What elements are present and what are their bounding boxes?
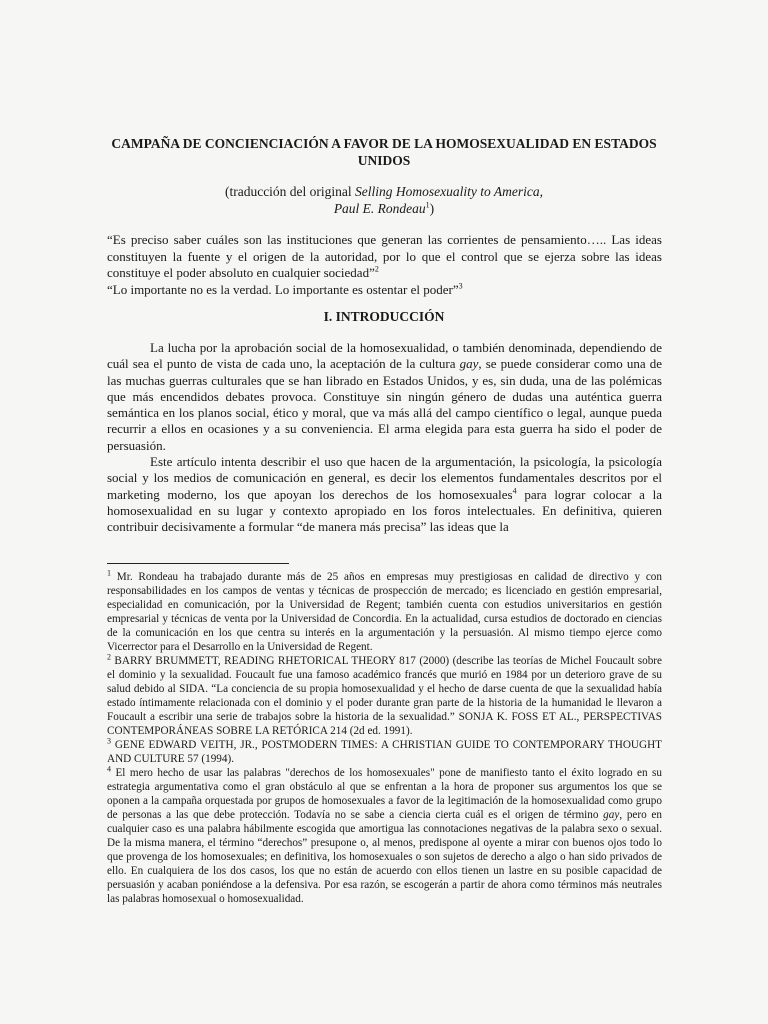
original-title: Selling Homosexuality to America, — [355, 184, 544, 199]
author-name: Paul E. Rondeau — [333, 201, 426, 216]
epigraph-quote — [107, 282, 662, 299]
footnote-text: , pero en cualquier caso es una palabra hábilmente escogida que amortigua las connotaciones negativas de la palabra sexo o sexual. De la misma manera, el término “derechos” presupone o, al menos, predispone al oyente a mirar con buenos ojos todo lo que provenga de los homosexuales; en definitiva, los homosexuales o son sujetos de derecho a algo o han sido privados de ello. En cualquiera de los dos casos, los que no están de acuerdo con ellos tienen un lastre en su posible capacidad de persuasión y acaban poniéndose a la defensiva. Por esa razón, se escogerán a partir de ahora como términos más neutrales las palabras homosexual o homosexualidad. — [107, 809, 662, 905]
document-title: CAMPAÑA DE CONCIENCIACIÓN A FAVOR DE LA HOMOSEXUALIDAD EN ESTADOS UNIDOS — [111, 136, 657, 168]
footnote-text: BARRY BRUMMETT, READING RHETORICAL THEORY 817 (2000) (describe las teorías de Michel Foucault sobre el dominio y la sexualidad. Foucault fue una famoso académico francés que murió en 1984 por un deterioro grave de su salud debido al SIDA. “La conciencia de su propia homosexualidad y el hecho de darse cuenta de que la sexualidad había estado íntimamente relacionada con el dominio y el poder durante gran parte de la historia de la humanidad le llevaron a Foucault a escribir una serie de trabajos sobre la historia de la sexualidad.” SONJA K. FOSS ET AL., PERSPECTIVAS CONTEMPORÁNEAS SOBRE LA RETÓRICA 214 (2d ed. 1991). — [107, 655, 662, 737]
document-subtitle — [110, 183, 658, 217]
paragraph-text: Este artículo intenta describir el uso que hacen de la argumentación, la psicología, la psicología social y los medios de comunicación en general, es decir los elementos fundamentales descritos por el marketing moderno, los que apoyan los derechos de los homosexuales — [107, 454, 662, 502]
italic-term: gay — [603, 809, 620, 821]
footnote — [107, 654, 662, 738]
quote-text: “Lo importante no es la verdad. Lo importante es ostentar el poder” — [107, 281, 459, 297]
paragraph-text: La lucha por la aprobación social de la homosexualidad, o también denominada, dependiendo de cuál sea el punto de vista de cada uno, la aceptación de la cultura — [107, 340, 662, 372]
footnote-text: El mero hecho de usar las palabras "derechos de los homosexuales" pone de manifiesto tanto el éxito logrado en su estrategia argumentativa como el gran obstáculo al que se enfrentan a la hora de proponer sus argumentos los que se oponen a la campaña orquestada por grupos de homosexuales a favor de la legitimación de la homosexualidad como grupo de personas a las que debe protección. Todavía no se sabe a ciencia cierta cuál es el origen de término — [107, 767, 662, 821]
footnotes — [107, 570, 662, 906]
subtitle-suffix: ) — [429, 201, 435, 216]
footnote-ref[interactable]: 2 — [374, 264, 379, 274]
footnote-separator — [107, 563, 289, 564]
paragraph — [107, 340, 662, 454]
footnote-ref[interactable]: 1 — [425, 200, 430, 210]
epigraph-quotes — [107, 232, 662, 298]
body-text — [107, 340, 662, 536]
footnote-text: Mr. Rondeau ha trabajado durante más de 25 años en empresas muy prestigiosas en calidad de directivo y con responsabilidades en los campos de ventas y técnicas de prospección de mercado; es licenciado en gestión empresarial, especialidad en comunicación, por la Universidad de Regent; también cuenta con estudios universitarios en gestión empresarial y técnicas de venta por la Universidad de Concordia. En la actualidad, cursa estudios de doctorado en ciencias de la comunicación en los que centra su interés en la argumentación y la persuasión. Al mismo tiempo ejerce como Vicerrector para el Desarrollo en la Universidad de Regent. — [107, 571, 662, 653]
paragraph-text: , se puede considerar como una de las muchas guerras culturales que se han librado en Estados Unidos, y es, sin duda, una de las polémicas que más encendidos debates provoca. Constituye sin ningún género de dudas una auténtica guerra semántica en los planos social, ético y moral, que va más allá del campo científico o legal, aunque pueda recurrir a ellos en ocasiones y a su conveniencia. El arma elegida para esta guerra ha sido el poder de persuasión. — [107, 356, 662, 453]
footnote — [107, 766, 662, 906]
footnote-number: 3 — [107, 736, 111, 746]
subtitle-prefix: (traducción del original — [224, 184, 356, 199]
paragraph — [107, 454, 662, 535]
epigraph-quote — [107, 232, 662, 282]
footnote-ref[interactable]: 3 — [458, 281, 463, 291]
footnote-number: 2 — [107, 652, 111, 662]
footnote-ref[interactable]: 4 — [512, 486, 517, 496]
italic-term: gay — [459, 356, 479, 372]
footnote-number: 1 — [107, 568, 111, 578]
footnote-text: GENE EDWARD VEITH, JR., POSTMODERN TIMES: A CHRISTIAN GUIDE TO CONTEMPORARY THOUGHT AND CULTURE 57 (1994). — [107, 739, 662, 765]
quote-text: “Es preciso saber cuáles son las instituciones que generan las corrientes de pensamiento….. Las ideas constituyen la fuente y el origen de la autoridad, por lo que el control que se ejerza sobre las ideas constituye el poder absoluto en cualquier sociedad” — [107, 232, 662, 280]
section-heading: I. INTRODUCCIÓN — [323, 309, 445, 324]
footnote — [107, 570, 662, 654]
paragraph-text: para lograr colocar a la homosexualidad en su lugar y contexto apropiado en los foros intelectuales. En definitiva, quieren contribuir decisivamente a formular “de manera más precisa” las ideas que la — [107, 486, 663, 535]
footnote — [107, 738, 662, 766]
footnote-number: 4 — [107, 764, 111, 774]
